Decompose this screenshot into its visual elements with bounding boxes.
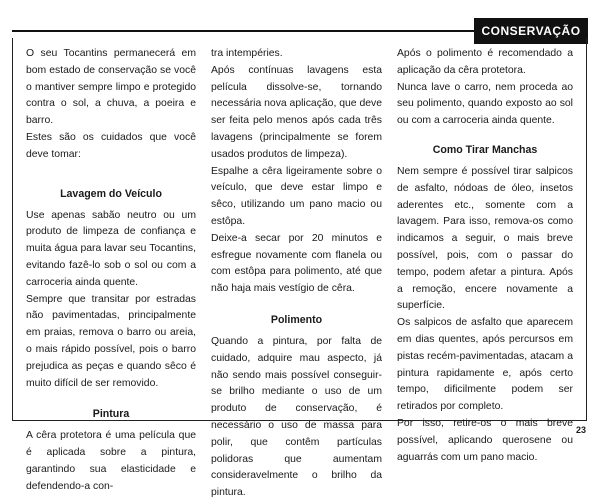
intro-paragraph-2: Estes são os cuidados que você deve tomar: [26,131,196,160]
wash-paragraph-1: Use apenas sabão neutro ou um produto de limpeza de confiança e muita água para lavar seu Tocantins, evitando fazê-lo sob o sol ou com a carroceria ainda quente. [26,209,196,288]
col2-paragraph-2: Após contínuas lavagens esta película dissolve-se, tornando necessária nova aplicação, que deve ser feita pelo menos após cada três lavagens (principalmente se forem usados produtos de limpeza). [211,64,382,160]
polish-paragraph-1: Quando a pintura, por falta de cuidado, adquire mau aspecto, já não sendo mais possível conseguir-se brilho mediante o uso de um produto de conservação, é necessário o uso de massa para polir, que contêm partículas polidoras que aumentam consideravelmente o brilho da pintura. [211,335,382,499]
heading-manchas: Como Tirar Manchas [432,143,538,156]
column-3 [397,46,573,466]
paint-paragraph-1: A cêra protetora é uma película que é aplicada sobre a pintura, garantindo sua elasticidade e defendendo-a con- [26,430,196,492]
col3-paragraph-1: Após o polimento é recomendado a aplicação da cêra protetora. [397,48,573,76]
heading-lavagem: Lavagem do Veículo [60,187,162,200]
heading-polimento: Polimento [270,313,323,326]
header-rule [12,30,482,32]
stain-paragraph-3: Por isso, retire-os o mais breve possível, aplicando querosene ou aguarrás com um pano macio. [397,417,573,463]
wash-paragraph-2: Sempre que transitar por estradas não pavimentadas, principalmente em praias, remova o barro ou areia, o mais rápido possível, pois o barro prejudica as peças e quando sêco é muito difícil de ser removido. [26,293,196,389]
heading-pintura: Pintura [92,408,130,421]
intro-paragraph-1: O seu Tocantins permanecerá em bom estado de conservação se você o mantiver sempre limpo e protegido contra o sol, a chuva, a poeira e barro. [26,48,196,127]
column-1 [26,46,196,496]
col3-paragraph-2: Nunca lave o carro, nem proceda ao seu polimento, quando exposto ao sol ou com a carroceria ainda quente. [397,81,573,127]
stain-paragraph-2: Os salpicos de asfalto que aparecem em dias quentes, após percursos em pistas recém-pavimentadas, atacam a pintura rapidamente e, após certo tempo, dificilmente podem ser retirados por completo. [397,317,573,413]
col2-paragraph-3: Espalhe a cêra ligeiramente sobre o veículo, que deve estar limpo e sêco, utilizando um pano macio ou estôpa. [211,165,382,227]
page-number: 23 [575,425,586,435]
col2-paragraph-1: tra intempéries. [211,48,283,59]
stain-paragraph-1: Nem sempre é possível tirar salpicos de asfalto, nódoas de óleo, insetos aderentes etc., somente com a lavagem. Para isso, remova-os como indicamos a seguir, o mais breve possível, pois, com o passar do tempo, podem afetar a pintura. Após a remoção, encere novamente a superfície. [397,165,573,312]
section-title: CONSERVAÇÃO [474,18,588,44]
column-2 [211,46,382,502]
col2-paragraph-4: Deixe-a secar por 20 minutos e esfregue novamente com flanela ou com estôpa para polimento, até que não haja mais vestígio de cêra. [211,232,382,295]
